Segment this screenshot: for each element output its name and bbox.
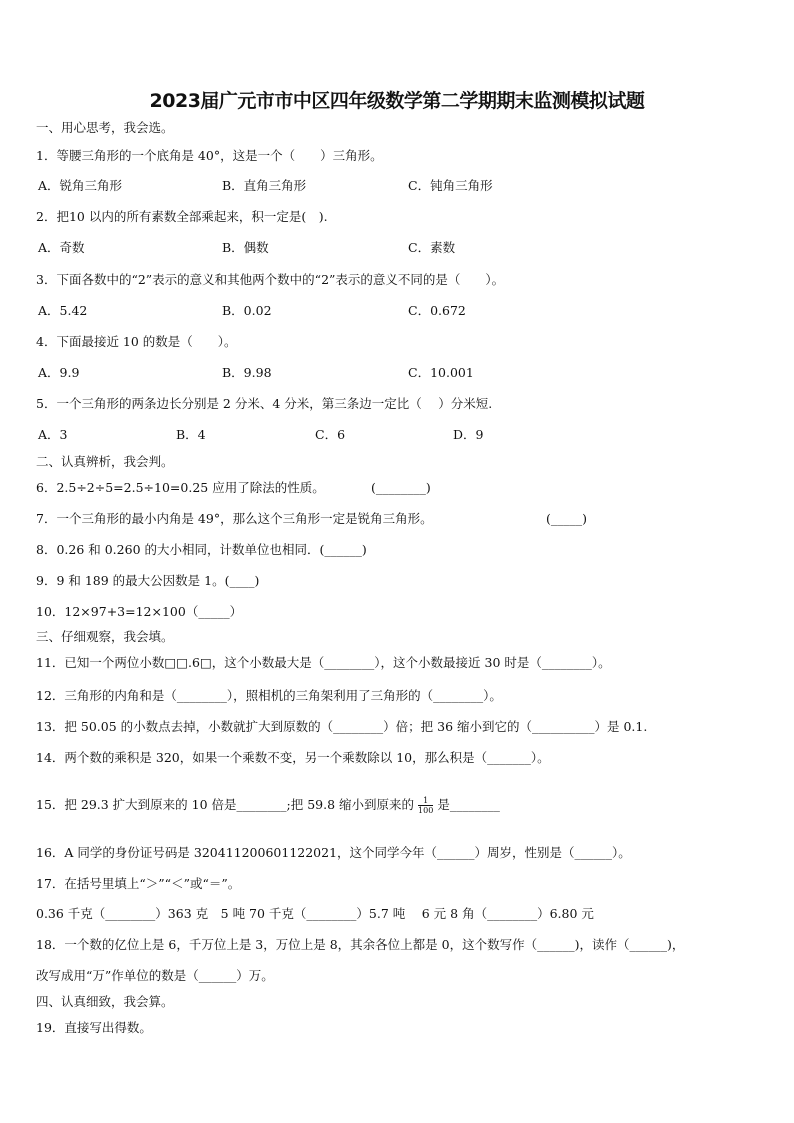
q4-option-a: A．9.9 [38, 365, 80, 380]
question-12: 12．三角形的内角和是（________），照相机的三角架利用了三角形的（________）。 [36, 688, 502, 703]
q5-option-a: A．3 [38, 427, 68, 442]
question-9: 9．9 和 189 的最大公因数是 1。(____) [36, 573, 260, 588]
q1-option-a: A．锐角三角形 [38, 178, 123, 193]
question-19: 19．直接写出得数。 [36, 1020, 152, 1035]
fraction-numerator: 1 [418, 796, 433, 806]
q2-option-b: B．偶数 [222, 240, 269, 255]
q3-option-a: A．5.42 [38, 303, 88, 318]
q5-option-d: D．9 [453, 427, 484, 442]
q17-comparisons: 0.36 千克（________）363 克 5 吨 70 千克（________）5.7 吨 6 元 8 角（________）6.80 元 [36, 906, 594, 921]
q4-option-c: C．10.001 [408, 365, 474, 380]
question-5: 5．一个三角形的两条边长分别是 2 分米、4 分米，第三条边一定比（ ）分米短. [36, 396, 493, 411]
question-16: 16．A 同学的身份证号码是 320411200601122021，这个同学今年（______）周岁，性别是（______）。 [36, 845, 631, 860]
question-11: 11．已知一个两位小数□□.6□，这个小数最大是（________），这个小数最接近 30 时是（________）。 [36, 655, 611, 670]
q5-option-b: B．4 [176, 427, 206, 442]
question-15 [36, 796, 500, 815]
q6-answer-blank: (________) [371, 480, 431, 495]
q1-option-b: B．直角三角形 [222, 178, 307, 193]
q7-answer-blank: (_____) [546, 511, 588, 526]
question-13: 13．把 50.05 的小数点去掉，小数就扩大到原数的（________）倍；把 36 缩小到它的（__________）是 0.1. [36, 719, 648, 734]
fraction-denominator: 100 [418, 806, 434, 815]
question-14: 14．两个数的乘积是 320，如果一个乘数不变，另一个乘数除以 10，那么积是（_______）。 [36, 750, 550, 765]
question-1: 1．等腰三角形的一个底角是 40°，这是一个（ ）三角形。 [36, 148, 383, 163]
question-2: 2．把10 以内的所有素数全部乘起来，积一定是( ). [36, 209, 328, 224]
question-10: 10．12×97+3=12×100（_____） [36, 604, 243, 619]
question-3: 3．下面各数中的“2”表示的意义和其他两个数中的“2”表示的意义不同的是（ ）。 [36, 272, 505, 287]
q3-option-b: B．0.02 [222, 303, 272, 318]
question-6: 6．2.5÷2÷5=2.5÷10=0.25 应用了除法的性质。 [36, 480, 325, 495]
section-heading-2: 二、认真辨析，我会判。 [36, 454, 174, 469]
page-title: 2023届广元市市中区四年级数学第二学期期末监测模拟试题 [149, 90, 645, 112]
q5-option-c: C．6 [315, 427, 346, 442]
q3-option-c: C．0.672 [408, 303, 466, 318]
section-heading-1: 一、用心思考，我会选。 [36, 120, 174, 135]
question-8: 8．0.26 和 0.260 的大小相同，计数单位也相同．(______) [36, 542, 367, 557]
question-17: 17．在括号里填上“＞”“＜”或“＝”。 [36, 876, 241, 891]
section-heading-4: 四、认真细致，我会算。 [36, 994, 174, 1009]
q15-text-before: 15．把 29.3 扩大到原来的 10 倍是________;把 59.8 缩小到原来的 [36, 797, 415, 812]
question-18-line-1: 18．一个数的亿位上是 6，千万位上是 3，万位上是 8，其余各位上都是 0，这个数写作（______)，读作（______)， [36, 937, 685, 952]
fraction-one-hundredth [418, 796, 433, 815]
q4-option-b: B．9.98 [222, 365, 272, 380]
q15-text-after: 是________ [437, 797, 500, 812]
question-4: 4．下面最接近 10 的数是（ ）。 [36, 334, 237, 349]
q1-option-c: C．钝角三角形 [408, 178, 493, 193]
question-18-line-2: 改写成用“万”作单位的数是（______）万。 [36, 968, 274, 983]
q2-option-a: A．奇数 [38, 240, 85, 255]
q2-option-c: C．素数 [408, 240, 456, 255]
section-heading-3: 三、仔细观察，我会填。 [36, 629, 174, 644]
question-7: 7．一个三角形的最小内角是 49°，那么这个三角形一定是锐角三角形。 [36, 511, 433, 526]
